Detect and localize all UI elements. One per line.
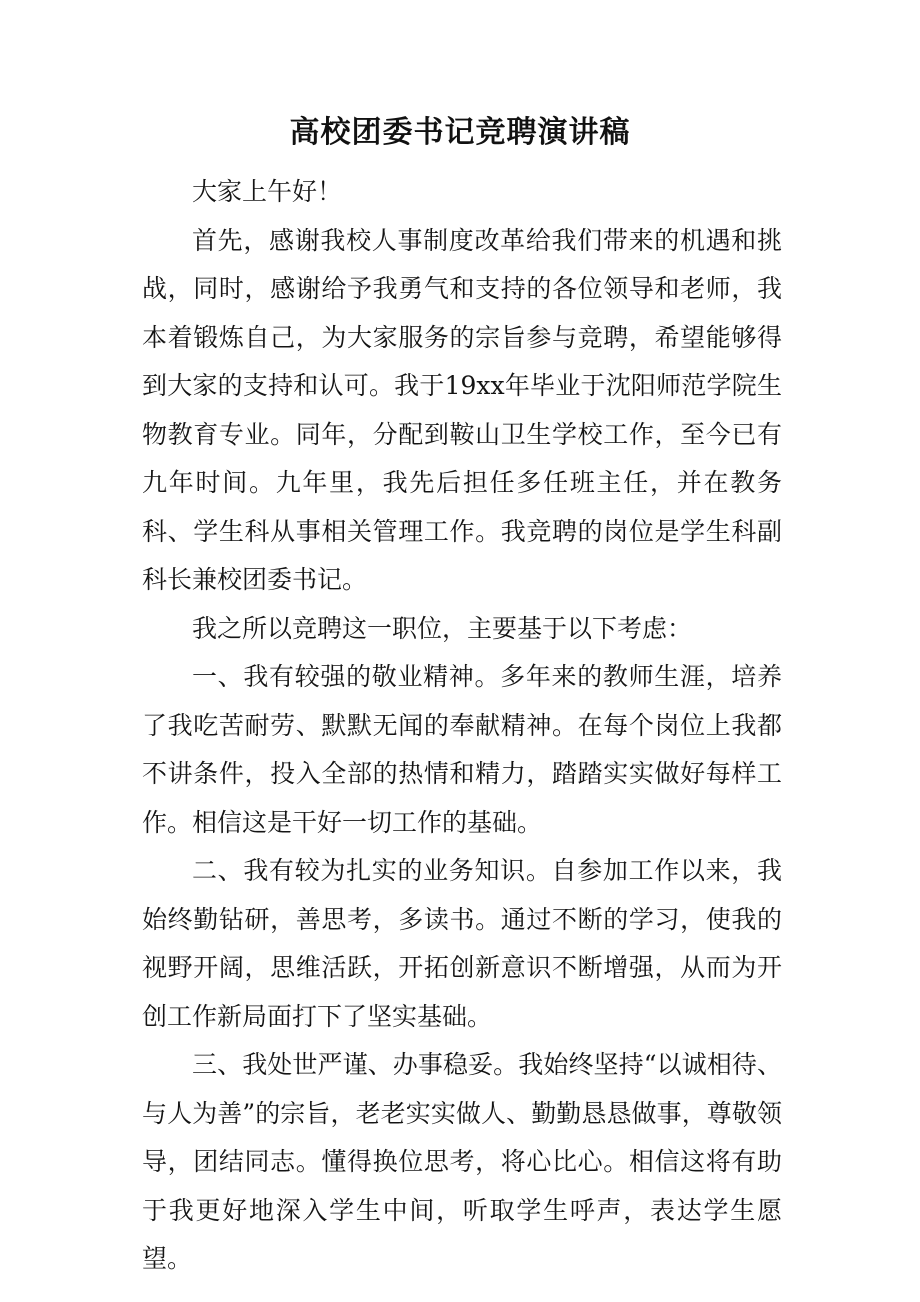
document-title: 高校团委书记竞聘演讲稿 xyxy=(289,115,631,150)
paragraph-reason-two: 二、我有较为扎实的业务知识。自参加工作以来，我始终勤钻研，善思考，多读书。通过不断的学习，使我的视野开阔，思维活跃，开拓创新意识不断增强，从而为开创工作新局面打下了坚实基础。 xyxy=(142,856,782,1031)
paragraph-introduction: 首先，感谢我校人事制度改革给我们带来的机遇和挑战，同时，感谢给予我勇气和支持的各位领导和老师，我本着锻炼自己，为大家服务的宗旨参与竞聘，希望能够得到大家的支持和认可。我于19xx年毕业于沈阳师范学院生物教育专业。同年，分配到鞍山卫生学校工作，至今已有九年时间。九年里，我先后担任多任班主任，并在教务科、学生科从事相关管理工作。我竞聘的岗位是学生科副科长兼校团委书记。 xyxy=(142,225,782,594)
document-body xyxy=(142,168,782,1284)
paragraph-reason-one: 一、我有较强的敬业精神。多年来的教师生涯，培养了我吃苦耐劳、默默无闻的奉献精神。在每个岗位上我都不讲条件，投入全部的热情和精力，踏踏实实做好每样工作。相信这是干好一切工作的基础。 xyxy=(142,662,782,837)
paragraph-greeting: 大家上午好！ xyxy=(192,177,343,206)
paragraph-reasons-intro: 我之所以竞聘这一职位，主要基于以下考虑： xyxy=(192,613,693,643)
paragraph-reason-three: 三、我处世严谨、办事稳妥。我始终坚持“以诚相待、与人为善”的宗旨，老老实实做人、勤勤恳恳做事，尊敬领导，团结同志。懂得换位思考，将心比心。相信这将有助于我更好地深入学生中间，听取学生呼声，表达学生愿望。 xyxy=(142,1050,782,1273)
